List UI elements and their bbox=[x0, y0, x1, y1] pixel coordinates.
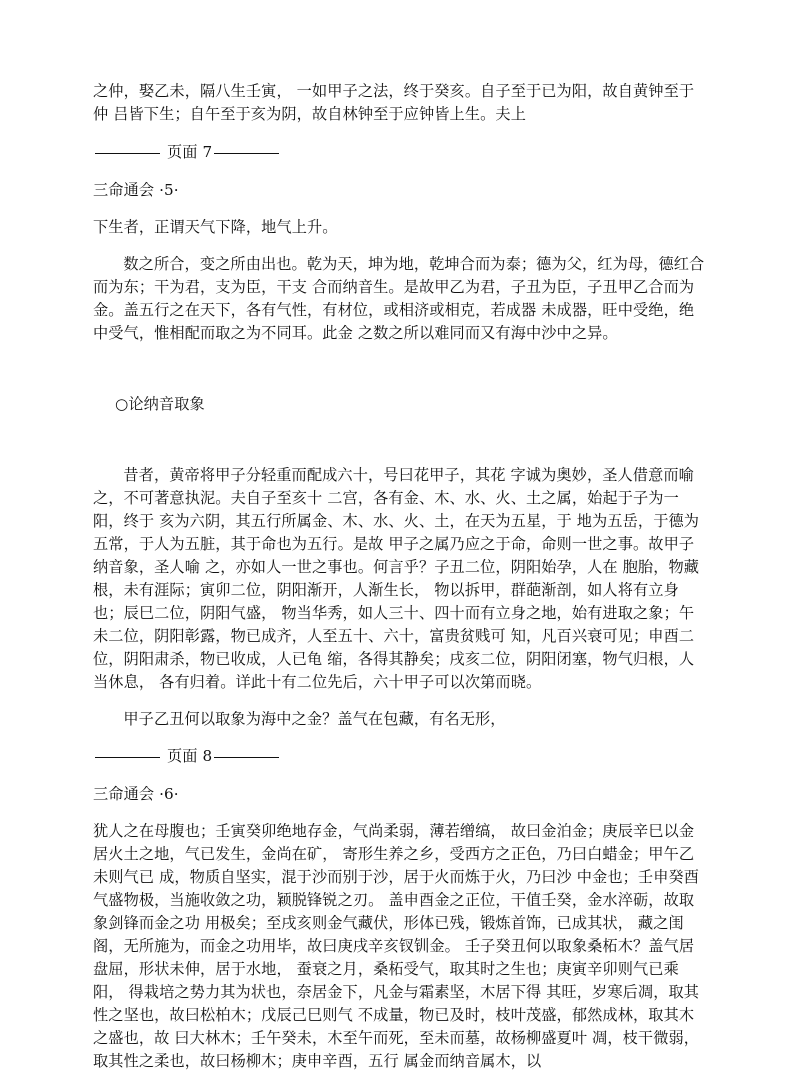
paragraph: 犹人之在母腹也；壬寅癸卯绝地存金，气尚柔弱，薄若缯缟， 故曰金泊金；庚辰辛巳以金居火土之地，气已发生，金尚在矿， 寄形生养之乡，受西方之正色，乃曰白蜡金；甲午乙未则气已 成，物质自坚实，混于沙而别于沙，居于火而炼于火，乃曰沙 中金也；壬申癸酉气盛物极，当施收敛之功，颖脱锋锐之刃。 盖申酉金之正位，干值壬癸，金水淬砺，故取象剑锋而金之功 用极矣；至戌亥则金气藏伏，形体已残，锻炼首饰，已成其状， 藏之闺阁，无所施为，而金之功用毕，故曰庚戌辛亥钗钏金。 壬子癸丑何以取象桑柘木？盖气居盘屈，形状未伸，居于水地， 蚕衰之月，桑柘受气，取其时之生也；庚寅辛卯则气已乘阳， 得栽培之势力其为状也，奈居金下，凡金与霜素坚，木居下得 其旺，岁寒后凋，取其性之坚也，故曰松柏木；戊辰己巳则气 不成量，物已及时，枝叶茂盛，郁然成林，取其木之盛也，故 曰大林木；壬午癸未，木至午而死，至未而墓，故杨柳盛夏叶 凋，枝干微弱，取其性之柔也，故曰杨柳木；庚申辛酉，五行 属金而纳音属木，以 bbox=[93, 822, 700, 1070]
running-header: 三命通会 ·6· bbox=[93, 785, 179, 803]
paragraph: 甲子乙丑何以取象为海中之金？盖气在包藏，有名无形， bbox=[123, 710, 506, 728]
paragraph-continuation: 之仲，娶乙未，隔八生壬寅， 一如甲子之法，终于癸亥。自子至于已为阳，故自黄钟至于仲 吕皆下生；自午至于亥为阴，故自林钟至于应钟皆上生。夫上 bbox=[93, 82, 695, 123]
page-number-label: 页面 7 bbox=[166, 143, 213, 161]
separator-rule-right bbox=[214, 757, 279, 758]
page-separator-7 bbox=[93, 141, 708, 164]
paragraph: 下生者，正谓天气下降，地气上升。 bbox=[93, 218, 338, 236]
separator-rule-left bbox=[95, 757, 160, 758]
page-separator-8 bbox=[93, 745, 708, 768]
separator-rule-left bbox=[95, 153, 160, 154]
page-number-label: 页面 8 bbox=[166, 747, 213, 765]
paragraph: 昔者，黄帝将甲子分轻重而配成六十，号曰花甲子，其花 字诚为奥妙，圣人借意而喻之，不可著意执泥。夫自子至亥十 二宫，各有金、木、水、火、土之属，始起于子为一阳，终于 亥为六阴，其五行所属金、木、水、火、土，在天为五星，于 地为五岳，于德为五常，于人为五脏，其于命也为五行。是故 甲子之属乃应之于命，命则一世之事。故甲子纳音象，圣人喻 之，亦如人一世之事也。何言乎？子丑二位，阴阳始孕，人在 胞胎，物藏根，未有涯际；寅卯二位，阴阳渐开，人渐生长， 物以拆甲，群葩渐剖，如人将有立身也；辰巳二位，阴阳气盛， 物当华秀，如人三十、四十而有立身之地，始有进取之象；午 未二位，阴阳彰露，物已成齐，人至五十、六十，富贵贫贱可 知，凡百兴衰可见；申酉二位，阴阳肃杀，物已收成，人已龟 缩，各得其静矣；戌亥二位，阴阳闭塞，物气归根，人当休息， 各有归着。详此十有二位先后，六十甲子可以次第而晓。 bbox=[93, 466, 700, 691]
section-heading: ○论纳音取象 bbox=[115, 395, 205, 413]
document-page bbox=[93, 80, 708, 1073]
paragraph: 数之所合，变之所由出也。乾为天，坤为地，乾坤合而为泰；德为父，红为母，德红合而为东；干为君，支为臣，干支 合而纳音生。是故甲乙为君，子丑为臣，子丑甲乙合而为金。盖五行之在天下，各有气性，有材位，或相济或相克，若成器 未成器，旺中受绝，绝中受气，惟相配而取之为不同耳。此金 之数之所以难同而又有海中沙中之异。 bbox=[93, 255, 705, 342]
running-header: 三命通会 ·5· bbox=[93, 181, 179, 199]
separator-rule-right bbox=[214, 153, 279, 154]
